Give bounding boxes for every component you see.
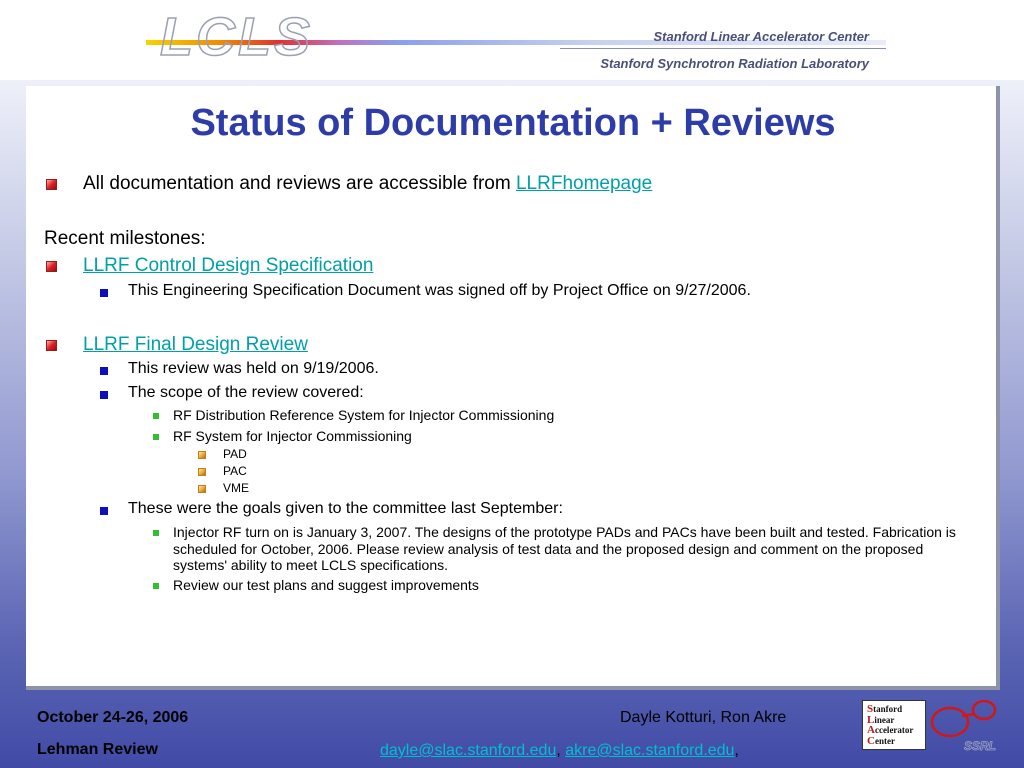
goal-item: Review our test plans and suggest improvements: [173, 577, 479, 593]
milestones-heading: Recent milestones:: [44, 228, 206, 249]
level2-bullet-icon: [100, 289, 108, 297]
footer-date: October 24-26, 2006: [37, 709, 189, 726]
intro-line: [83, 173, 652, 195]
level3-bullet-icon: [153, 413, 159, 419]
item2-sub1: This review was held on 9/19/2006.: [128, 360, 379, 377]
slac-logo-line: Accelerator: [867, 724, 914, 736]
slac-logo-line: Stanford: [867, 703, 903, 715]
footer-authors: Dayle Kotturi, Ron Akre: [620, 709, 787, 726]
item2-sub2: The scope of the review covered:: [128, 384, 364, 401]
footer-emails: [380, 742, 739, 760]
ssrl-ring-icon: [973, 701, 995, 719]
ssrl-logo-text: SSRL: [964, 739, 997, 753]
footer-event: Lehman Review: [37, 741, 158, 758]
content-panel: [26, 86, 1000, 690]
system-item: PAD: [223, 447, 247, 461]
scope-item: RF System for Injector Commissioning: [173, 428, 412, 444]
header-rule: [560, 48, 886, 49]
email-link-akre[interactable]: akre@slac.stanford.edu: [565, 742, 735, 759]
level4-bullet-icon: [198, 468, 206, 476]
email-trailing: ,: [734, 742, 739, 759]
level4-bullet-icon: [198, 451, 206, 459]
llrf-final-review-link[interactable]: LLRF Final Design Review: [83, 334, 308, 355]
slac-logo-rest: inear: [874, 714, 895, 725]
org-name-ssrl: Stanford Synchrotron Radiation Laboratory: [600, 56, 869, 71]
goal-item: Injector RF turn on is January 3, 2007. The designs of the prototype PADs and PACs have been built and tested. Fabrication is scheduled for October, 2006. Please review analysis of test data and the proposed design and comment on the proposed systems' ability to meet LCLS specifications.: [173, 524, 956, 573]
level1-bullet-icon: [46, 261, 57, 272]
system-item: VME: [223, 481, 250, 495]
llrf-design-spec-link[interactable]: LLRF Control Design Specification: [83, 255, 374, 276]
level1-bullet-icon: [46, 179, 57, 190]
slac-logo-line: Center: [867, 734, 895, 747]
slac-logo: [862, 700, 926, 750]
ssrl-ring-icon: [932, 708, 968, 736]
llrf-homepage-link[interactable]: LLRFhomepage: [515, 173, 653, 194]
level4-bullet-icon: [198, 485, 206, 493]
slac-logo-rest: tanford: [873, 704, 903, 714]
slide-title: Status of Documentation + Reviews: [190, 102, 836, 144]
level3-bullet-icon: [153, 530, 159, 536]
system-item: PAC: [223, 464, 247, 478]
item2-sub3: These were the goals given to the committee last September:: [128, 500, 563, 517]
slac-logo-rest: enter: [874, 735, 895, 746]
email-link-dayle[interactable]: dayle@slac.stanford.edu: [380, 742, 557, 759]
level1-bullet-icon: [46, 340, 57, 351]
slide-header: [0, 0, 1024, 80]
email-separator: ,: [556, 742, 566, 759]
lcls-logo: LCLS: [160, 7, 313, 67]
level3-bullet-icon: [153, 434, 159, 440]
slac-logo-line: Linear: [867, 713, 895, 726]
item1-sub1: This Engineering Specification Document was signed off by Project Office on 9/27/2006.: [128, 282, 751, 299]
ssrl-logo: [928, 698, 998, 754]
level2-bullet-icon: [100, 391, 108, 399]
level3-bullet-icon: [153, 583, 159, 589]
org-name-slac: Stanford Linear Accelerator Center: [653, 29, 869, 44]
intro-text: All documentation and reviews are accessible from: [83, 173, 516, 194]
level2-bullet-icon: [100, 507, 108, 515]
slac-logo-rest: ccelerator: [874, 725, 914, 735]
level2-bullet-icon: [100, 367, 108, 375]
scope-item: RF Distribution Reference System for Injector Commissioning: [173, 407, 555, 423]
